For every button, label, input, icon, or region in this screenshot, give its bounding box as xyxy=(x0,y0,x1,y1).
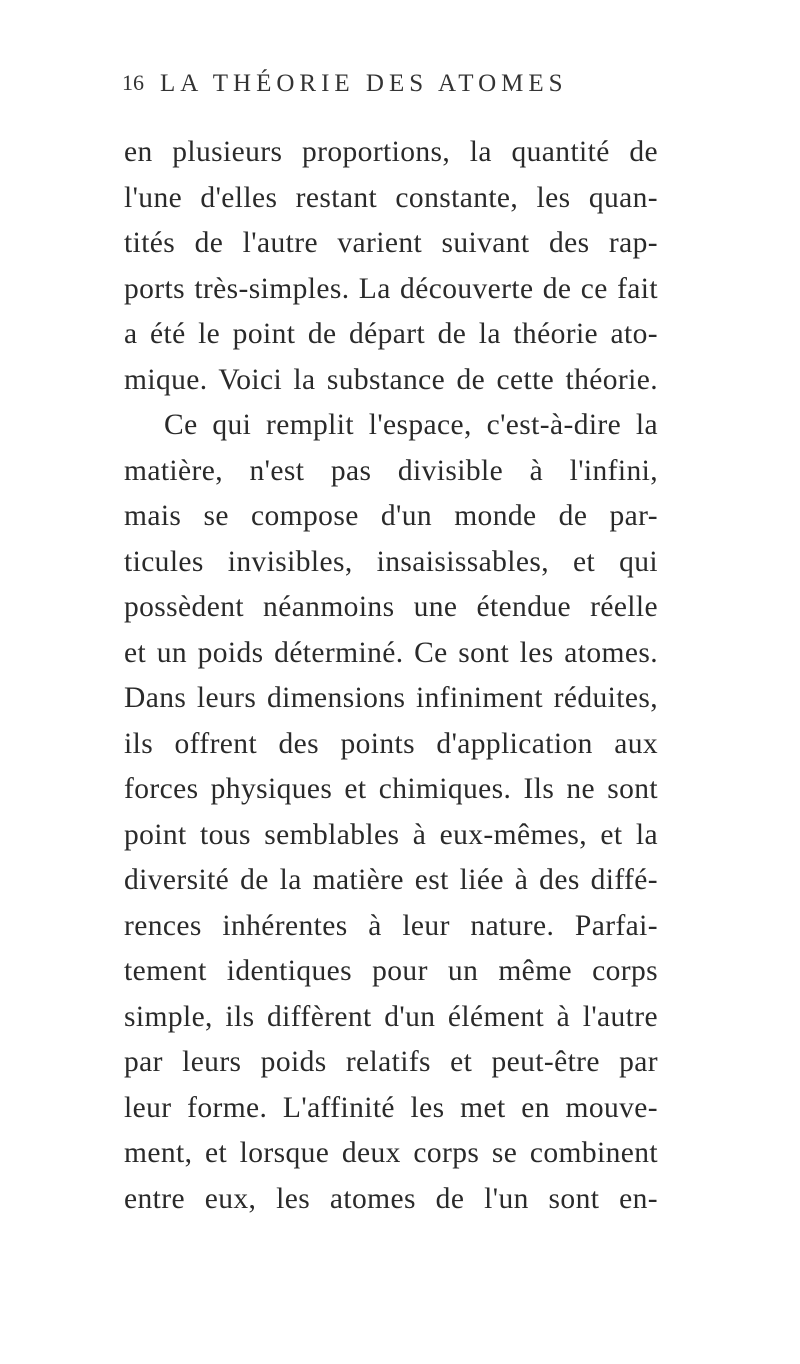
body-text xyxy=(124,130,658,1222)
text-line: forces physiques et chimiques. Ils ne sont xyxy=(124,773,658,805)
text-line: Dans leurs dimensions infiniment réduites, xyxy=(124,682,658,714)
text-line: l'une d'elles restant constante, les quan- xyxy=(124,181,658,214)
text-line: diversité de la matière est liée à des diffé- xyxy=(124,864,658,896)
text-line: matière, n'est pas divisible à l'infini, xyxy=(124,454,658,487)
text-line: entre eux, les atomes de l'un sont en- xyxy=(124,1182,658,1215)
text-line: rences inhérentes à leur nature. Parfai- xyxy=(124,909,658,942)
text-line: tement identiques pour un même corps xyxy=(124,955,658,987)
text-line: mique. Voici la substance de cette théorie. xyxy=(124,363,658,396)
text-line: ils offrent des points d'application aux xyxy=(124,727,658,760)
text-line: possèdent néanmoins une étendue réelle xyxy=(124,591,658,623)
text-line: a été le point de départ de la théorie ato- xyxy=(124,318,658,350)
text-line: ticules invisibles, insaisissables, et qui xyxy=(124,545,658,578)
text-line: mais se compose d'un monde de par- xyxy=(124,500,658,532)
text-line: en plusieurs proportions, la quantité de xyxy=(124,136,658,168)
running-title: LA THÉORIE DES ATOMES xyxy=(160,70,568,97)
text-line: ports très-simples. La découverte de ce fait xyxy=(124,272,658,305)
text-line: Ce qui remplit l'espace, c'est-à-dire la xyxy=(164,409,658,441)
text-line: par leurs poids relatifs et peut-être par xyxy=(124,1046,658,1078)
text-line: ment, et lorsque deux corps se combinent xyxy=(124,1137,658,1169)
text-line: simple, ils diffèrent d'un élément à l'autre xyxy=(124,1000,658,1033)
text-line: tités de l'autre varient suivant des rap- xyxy=(124,227,658,259)
page-header xyxy=(122,70,662,106)
text-line: point tous semblables à eux-mêmes, et la xyxy=(124,818,658,851)
text-line: et un poids déterminé. Ce sont les atomes. xyxy=(124,636,658,669)
page-number: 16 xyxy=(122,70,144,95)
text-line: leur forme. L'affinité les met en mouve- xyxy=(124,1091,658,1124)
